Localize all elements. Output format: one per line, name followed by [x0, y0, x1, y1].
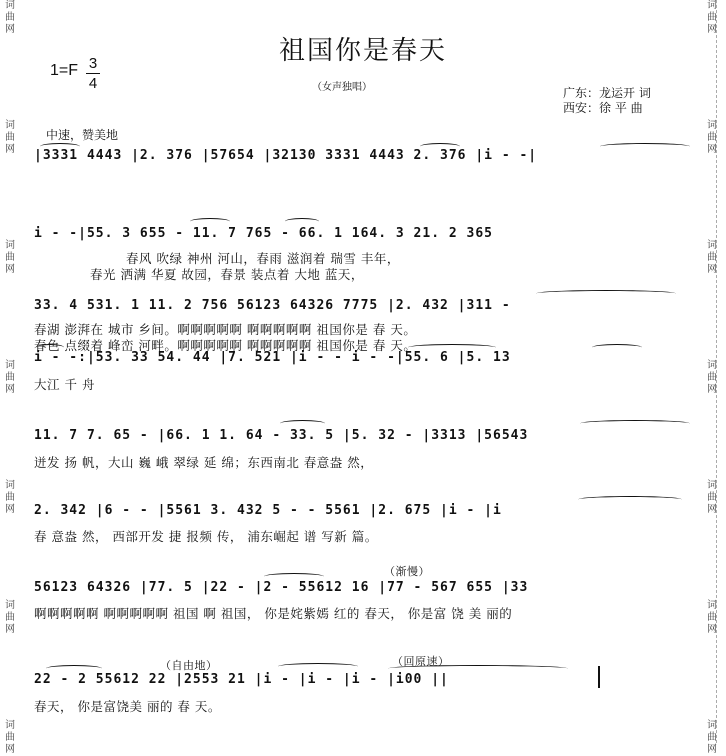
time-signature [86, 55, 100, 92]
tempo-marking: 中速，赞美地 [46, 128, 119, 142]
margin-watermark: 词 曲 网 [5, 240, 15, 275]
time-signature-bottom: 4 [88, 75, 98, 92]
slur [285, 218, 319, 225]
margin-watermark: 词 曲 网 [707, 480, 717, 515]
slur [46, 665, 102, 672]
composer-credit: 西安：徐 平 曲 [563, 101, 643, 115]
lyric-line: 迸发 扬 帆，大山 巍 峨 翠绿 延 绵；东西南北 春意盎 然， [34, 455, 374, 470]
slur [592, 344, 642, 351]
tempo-change-mark: （自由地） [160, 659, 218, 672]
notation-line: 2. 342 |6 - - |5561 3. 432 5 - - 5561 |2. 675 |i - |i [34, 503, 502, 518]
margin-watermark: 词 曲 网 [707, 240, 717, 275]
slur [580, 420, 690, 427]
song-title: 祖国你是春天 [278, 36, 447, 66]
notation-line: 56123 64326 |77. 5 |22 - |2 - 55612 16 |77 - 567 655 |33 [34, 580, 529, 595]
notation-line: |3331 4443 |2. 376 |57654 |32130 3331 4443 2. 376 |i - -| [34, 148, 538, 163]
slur [36, 344, 64, 351]
tempo-change-mark: （渐慢） [384, 565, 430, 578]
key-signature: 1=F [50, 62, 79, 79]
margin-watermark: 词 曲 网 [707, 720, 717, 755]
margin-watermark: 词 曲 网 [707, 600, 717, 635]
lyric-line: 春湖 澎湃在 城市 乡间。啊啊啊啊啊 啊啊啊啊啊 祖国你是 春 天。 [34, 322, 417, 337]
margin-watermark: 词 曲 网 [5, 120, 15, 155]
page-edge [716, 0, 717, 743]
slur [388, 665, 568, 672]
lyric-line: 啊啊啊啊啊 啊啊啊啊啊 祖国 啊 祖国， 你是姹紫嫣 红的 春天， 你是富 饶 美 丽的 [34, 606, 513, 621]
lyric-line: 春光 洒满 华夏 故园，春景 装点着 大地 蓝天， [90, 267, 364, 282]
margin-watermark: 词 曲 网 [5, 360, 15, 395]
tempo-change-mark: （回原速） [392, 655, 450, 668]
slur [40, 143, 80, 150]
notation-line: 22 - 2 55612 22 |2553 21 |i - |i - |i - |i00 || [34, 672, 449, 687]
song-subtitle: （女声独唱） [312, 82, 372, 93]
final-barline [598, 666, 600, 688]
slur [578, 496, 682, 503]
margin-watermark: 词 曲 网 [707, 120, 717, 155]
notation-line: 11. 7 7. 65 - |66. 1 1. 64 - 33. 5 |5. 32 - |3313 |56543 [34, 428, 529, 443]
lyric-line: 春天， 你是富饶美 丽的 春 天。 [34, 699, 221, 714]
margin-watermark: 词 曲 网 [5, 480, 15, 515]
slur [536, 290, 676, 297]
slur [408, 344, 496, 351]
slur [600, 143, 690, 150]
margin-watermark: 词 曲 网 [5, 600, 15, 635]
margin-watermark: 词 曲 网 [707, 360, 717, 395]
lyric-line: 春色 点缀着 峰峦 河畔。啊啊啊啊啊 啊啊啊啊啊 祖国你是 春 天。 [34, 338, 417, 353]
notation-line: i - -|55. 3 655 - 11. 7 765 - 66. 1 164. 3 21. 2 365 [34, 226, 493, 241]
notation-line: 33. 4 531. 1 11. 2 756 56123 64326 7775 |2. 432 |311 - [34, 298, 511, 313]
notation-line: i - -:|53. 33 54. 44 |7. 521 |i - - i - -|55. 6 |5. 13 [34, 350, 511, 365]
slur [190, 218, 230, 225]
lyric-line: 春 意盎 然， 西部开发 捷 报频 传， 浦东崛起 谱 写新 篇。 [34, 529, 378, 544]
lyric-line: 春风 吹绿 神州 河山，春雨 滋润着 瑞雪 丰年， [126, 251, 400, 266]
slur [278, 663, 358, 670]
slur [264, 573, 324, 580]
lyric-line: 大江 千 舟 [34, 377, 95, 392]
lyricist-credit: 广东：龙运开 词 [563, 86, 651, 100]
time-signature-top: 3 [88, 55, 98, 72]
margin-watermark: 词 曲 网 [707, 0, 717, 35]
slur [280, 420, 325, 427]
slur [420, 143, 460, 150]
margin-watermark: 词 曲 网 [5, 0, 15, 35]
margin-watermark: 词 曲 网 [5, 720, 15, 755]
